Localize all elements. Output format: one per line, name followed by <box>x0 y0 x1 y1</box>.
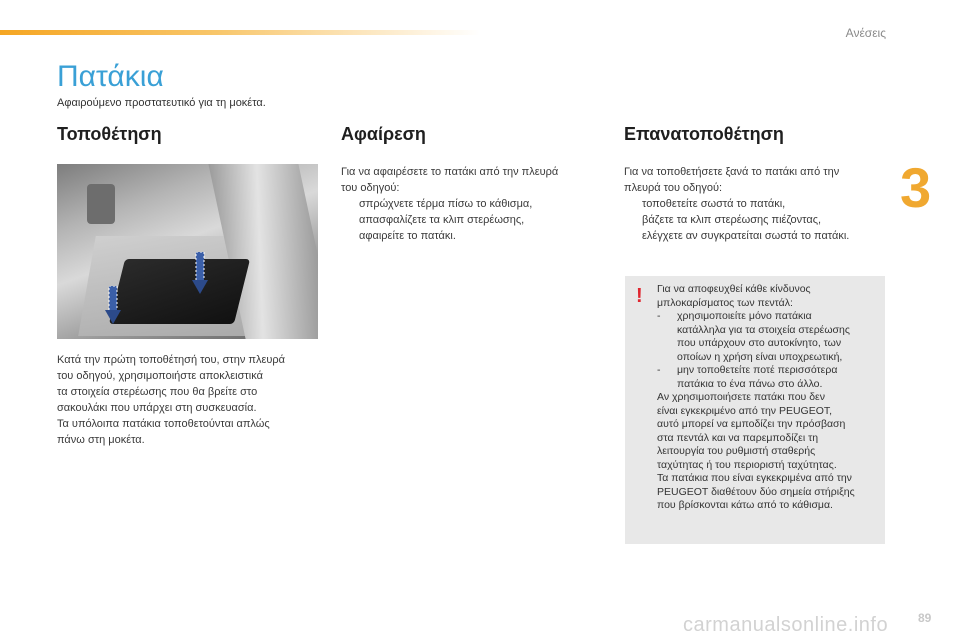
floor-mat-photo <box>57 164 318 339</box>
text-line: PEUGEOT διαθέτουν δύο σημεία στήριξης <box>657 485 855 498</box>
text-line: Τα υπόλοιπα πατάκια τοποθετούνται απλώς <box>57 418 270 430</box>
text-line: πάνω στη μοκέτα. <box>57 434 145 446</box>
list-item <box>341 212 603 228</box>
removal-heading: Αφαίρεση <box>341 124 426 144</box>
refitting-steps <box>624 196 886 244</box>
text-line: Για να αποφευχθεί κάθε κίνδυνος <box>657 283 811 295</box>
text-line: μπλοκαρίσματος των πεντάλ: <box>657 296 793 309</box>
chapter-number: 3 <box>900 156 932 219</box>
text-line: Για να τοποθετήσετε ξανά το πατάκι από την <box>624 166 840 178</box>
warning-box <box>625 276 885 544</box>
text-line: χρησιμοποιείτε μόνο πατάκια <box>677 310 812 322</box>
text-line: Κατά την πρώτη τοποθέτησή του, στην πλευρά <box>57 354 286 366</box>
warning-list <box>657 310 875 391</box>
text-line: που υπάρχουν στο αυτοκίνητο, των <box>677 337 842 349</box>
list-item <box>341 196 603 212</box>
text-line: στα πεντάλ και να παρεμποδίζει τη <box>657 431 819 444</box>
list-item <box>657 310 875 364</box>
section-label: Ανέσεις <box>845 26 886 40</box>
text-line: μην τοποθετείτε ποτέ περισσότερα <box>677 364 838 376</box>
text-line: Τα πατάκια που είναι εγκεκριμένα από την <box>657 472 852 484</box>
exclamation-warning-icon: ! <box>636 285 643 307</box>
text-line: του οδηγού: <box>341 182 400 194</box>
step-text: αφαιρείτε το πατάκι. <box>359 230 456 242</box>
step-text: σπρώχνετε τέρμα πίσω το κάθισμα, <box>359 198 533 210</box>
page-subtitle: Αφαιρούμενο προστατευτικό για τη μοκέτα. <box>57 97 266 109</box>
text-line: σακουλάκι που υπάρχει στη συσκευασία. <box>57 402 257 414</box>
text-line: του οδηγού, χρησιμοποιήστε αποκλειστικά <box>57 370 263 382</box>
removal-section <box>341 124 603 244</box>
list-item <box>657 364 875 391</box>
watermark: carmanualsonline.info <box>683 614 889 636</box>
removal-steps <box>341 196 603 244</box>
list-item <box>624 212 886 228</box>
text-line: πλευρά του οδηγού: <box>624 182 723 194</box>
list-item <box>624 196 886 212</box>
refitting-section <box>624 124 886 244</box>
text-line: Αν χρησιμοποιήσετε πατάκι που δεν <box>657 391 825 403</box>
installation-section <box>57 124 319 448</box>
fixing-arrow-icon <box>105 286 121 326</box>
text-line: είναι εγκεκριμένο από την PEUGEOT, <box>657 404 833 417</box>
step-text: ελέγχετε αν συγκρατείται σωστά το πατάκι. <box>642 230 850 242</box>
text-line: αυτό μπορεί να εμποδίζει την πρόσβαση <box>657 418 846 430</box>
text-line: πατάκια το ένα πάνω στο άλλο. <box>677 377 823 390</box>
list-item <box>341 228 603 244</box>
text-line: λειτουργία του ρυθμιστή σταθερής <box>657 445 816 457</box>
fixing-arrow-icon <box>192 252 208 296</box>
step-text: τοποθετείτε σωστά το πατάκι, <box>642 198 786 210</box>
text-line: οποίων η χρήση είναι υποχρεωτική, <box>677 350 843 363</box>
text-line: που βρίσκονται κάτω από το κάθισμα. <box>657 499 833 511</box>
page-number: 89 <box>918 611 932 625</box>
dash-bullet: - <box>657 310 661 322</box>
page-title: Πατάκια <box>57 60 164 93</box>
refitting-heading: Επανατοποθέτηση <box>624 124 784 144</box>
installation-text <box>57 352 319 448</box>
text-line: τα στοιχεία στερέωσης που θα βρείτε στο <box>57 386 258 398</box>
text-line: Για να αφαιρέσετε το πατάκι από την πλευρά <box>341 166 559 178</box>
top-accent-bar <box>0 30 480 35</box>
floor-mat <box>109 259 250 324</box>
text-line: ταχύτητας ή του περιοριστή ταχύτητας. <box>657 458 837 471</box>
text-line: κατάλληλα για τα στοιχεία στερέωσης <box>677 323 850 336</box>
list-item <box>624 228 886 244</box>
installation-heading: Τοποθέτηση <box>57 124 162 144</box>
dash-bullet: - <box>657 364 661 376</box>
step-text: βάζετε τα κλιπ στερέωσης πιέζοντας, <box>642 214 822 226</box>
pedal-shape <box>87 184 115 224</box>
step-text: απασφαλίζετε τα κλιπ στερέωσης, <box>359 214 525 226</box>
